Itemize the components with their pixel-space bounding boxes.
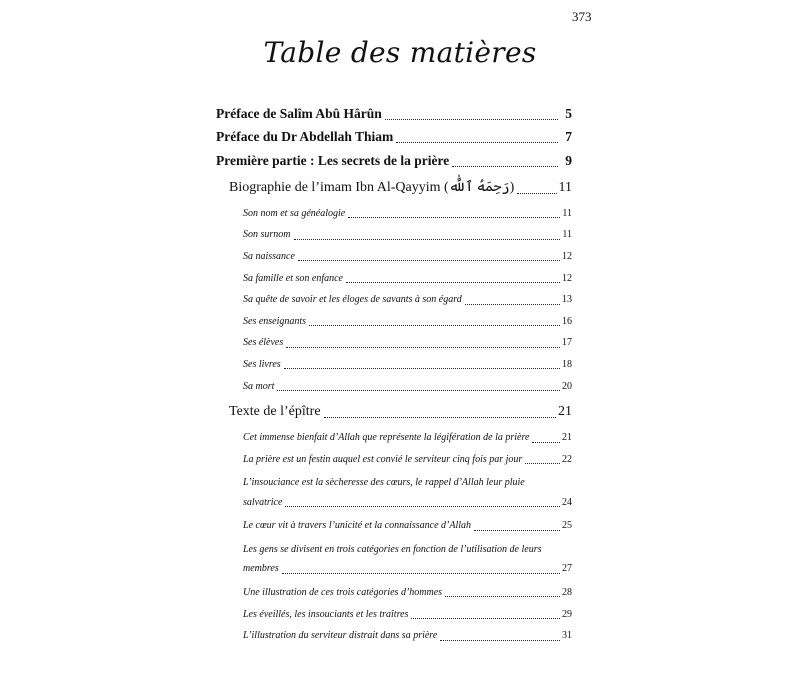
- leader-dots: [294, 238, 561, 240]
- toc-entry-page: 21: [558, 403, 572, 419]
- toc-subentry[interactable]: [243, 354, 572, 376]
- toc-subentry[interactable]: [243, 310, 572, 332]
- toc-entry-label: Texte de l’épître: [229, 403, 321, 419]
- toc-subentry[interactable]: [243, 448, 572, 470]
- toc-entry-biographie[interactable]: [229, 173, 572, 203]
- toc-entry-label: Une illustration de ces trois catégories d’hommes: [243, 586, 443, 598]
- toc-entry-label: L’illustration du serviteur distrait dans sa prière: [243, 630, 438, 642]
- toc-subentry[interactable]: [243, 246, 572, 268]
- toc-subentry[interactable]: [243, 582, 572, 604]
- leader-dots: [298, 259, 560, 261]
- leader-dots: [385, 118, 558, 120]
- toc-entry-page: 11: [562, 207, 572, 219]
- toc-entry-preface-thiam[interactable]: [216, 126, 572, 150]
- toc-subentry[interactable]: [243, 267, 572, 289]
- toc-subentry[interactable]: [243, 537, 572, 582]
- leader-dots: [396, 141, 558, 143]
- toc-subentry[interactable]: [243, 332, 572, 354]
- toc-entry-label: Première partie : Les secrets de la prière: [216, 152, 450, 168]
- toc-entry-label: Son surnom: [243, 229, 291, 241]
- toc-entry-page: 29: [562, 608, 572, 620]
- toc-entry-page: 25: [562, 520, 572, 532]
- leader-dots: [452, 165, 558, 167]
- leader-dots: [474, 529, 560, 531]
- toc-entry-label: Préface de Salîm Abû Hârûn: [216, 105, 382, 121]
- toc-entry-page: 21: [562, 432, 572, 444]
- toc-entry-label: La prière est un festin auquel est convié le serviteur cinq fois par jour: [243, 453, 523, 465]
- toc-subentry[interactable]: [243, 603, 572, 625]
- leader-dots: [348, 216, 560, 218]
- toc-entry-label: Cet immense bienfait d’Allah que représente la légifération de la prière: [243, 432, 530, 444]
- toc-entry-page: 9: [565, 152, 572, 168]
- toc-entry-page: 31: [562, 630, 572, 642]
- leader-dots: [282, 572, 560, 574]
- table-of-contents: [216, 102, 572, 646]
- toc-entry-label: Ses livres: [243, 358, 281, 370]
- toc-entry-label: Sa naissance: [243, 250, 295, 262]
- toc-subentry[interactable]: [243, 625, 572, 647]
- leader-dots: [465, 303, 560, 305]
- leader-dots: [445, 595, 560, 597]
- toc-entry-label: Ses élèves: [243, 337, 284, 349]
- toc-entry-label: Biographie de l’imam Ibn Al-Qayyim (رَحِمَهُ ٱللَّٰه): [229, 180, 515, 195]
- leader-dots: [440, 639, 560, 641]
- leader-dots: [517, 192, 556, 194]
- leader-dots: [285, 505, 560, 507]
- toc-entry-page: 13: [562, 294, 572, 306]
- toc-entry-label: Les éveillés, les insouciants et les traîtres: [243, 608, 409, 620]
- toc-entry-page: 12: [562, 250, 572, 262]
- leader-dots: [324, 416, 556, 418]
- toc-entry-page: 17: [562, 337, 572, 349]
- toc-entry-page: 20: [562, 380, 572, 392]
- toc-entry-label-line1: L’insouciance est la sècheresse des cœurs, le rappel d’Allah leur pluie: [243, 477, 525, 489]
- toc-subentry[interactable]: [243, 375, 572, 397]
- leader-dots: [525, 462, 560, 464]
- toc-entry-label-line1: Les gens se divisent en trois catégories en fonction de l’utilisation de leurs: [243, 543, 542, 555]
- toc-entry-page: 11: [562, 229, 572, 241]
- toc-entry-page: 18: [562, 358, 572, 370]
- toc-entry-page: 27: [562, 563, 572, 575]
- leader-dots: [286, 346, 560, 348]
- toc-entry-label-line2: membres: [243, 563, 279, 575]
- toc-entry-page: 12: [562, 272, 572, 284]
- toc-entry-label: Sa mort: [243, 380, 275, 392]
- toc-entry-page: 22: [562, 453, 572, 465]
- toc-entry-page: 5: [565, 105, 572, 121]
- toc-entry-label-line2: salvatrice: [243, 496, 283, 508]
- toc-subentry[interactable]: [243, 203, 572, 225]
- leader-dots: [277, 389, 560, 391]
- toc-entry-label: Sa famille et son enfance: [243, 272, 343, 284]
- toc-entry-page: 11: [558, 179, 572, 195]
- leader-dots: [346, 281, 560, 283]
- toc-entry-preface-salim[interactable]: [216, 102, 572, 126]
- toc-entry-label: Son nom et sa généalogie: [243, 207, 346, 219]
- toc-entry-label: Le cœur vit à travers l’unicité et la connaissance d’Allah: [243, 520, 472, 532]
- page-number: 373: [572, 9, 592, 24]
- leader-dots: [411, 617, 560, 619]
- toc-subentry[interactable]: [243, 224, 572, 246]
- toc-subentry[interactable]: [243, 427, 572, 449]
- page-title: Table des matières: [263, 36, 537, 69]
- toc-entry-page: 16: [562, 315, 572, 327]
- leader-dots: [532, 441, 560, 443]
- leader-dots: [284, 367, 560, 369]
- toc-subentry[interactable]: [243, 515, 572, 537]
- toc-subentry[interactable]: [243, 289, 572, 311]
- toc-entry-page: 7: [565, 129, 572, 145]
- toc-entry-page: 28: [562, 586, 572, 598]
- toc-entry-label: Ses enseignants: [243, 315, 307, 327]
- toc-entry-page: 24: [562, 496, 572, 508]
- toc-entry-premiere-partie[interactable]: [216, 149, 572, 173]
- toc-entry-label: Sa quête de savoir et les éloges de savants à son égard: [243, 294, 462, 306]
- leader-dots: [309, 324, 560, 326]
- toc-entry-label: Préface du Dr Abdellah Thiam: [216, 129, 394, 145]
- toc-subentry[interactable]: [243, 470, 572, 515]
- toc-entry-texte-epitre[interactable]: [229, 397, 572, 427]
